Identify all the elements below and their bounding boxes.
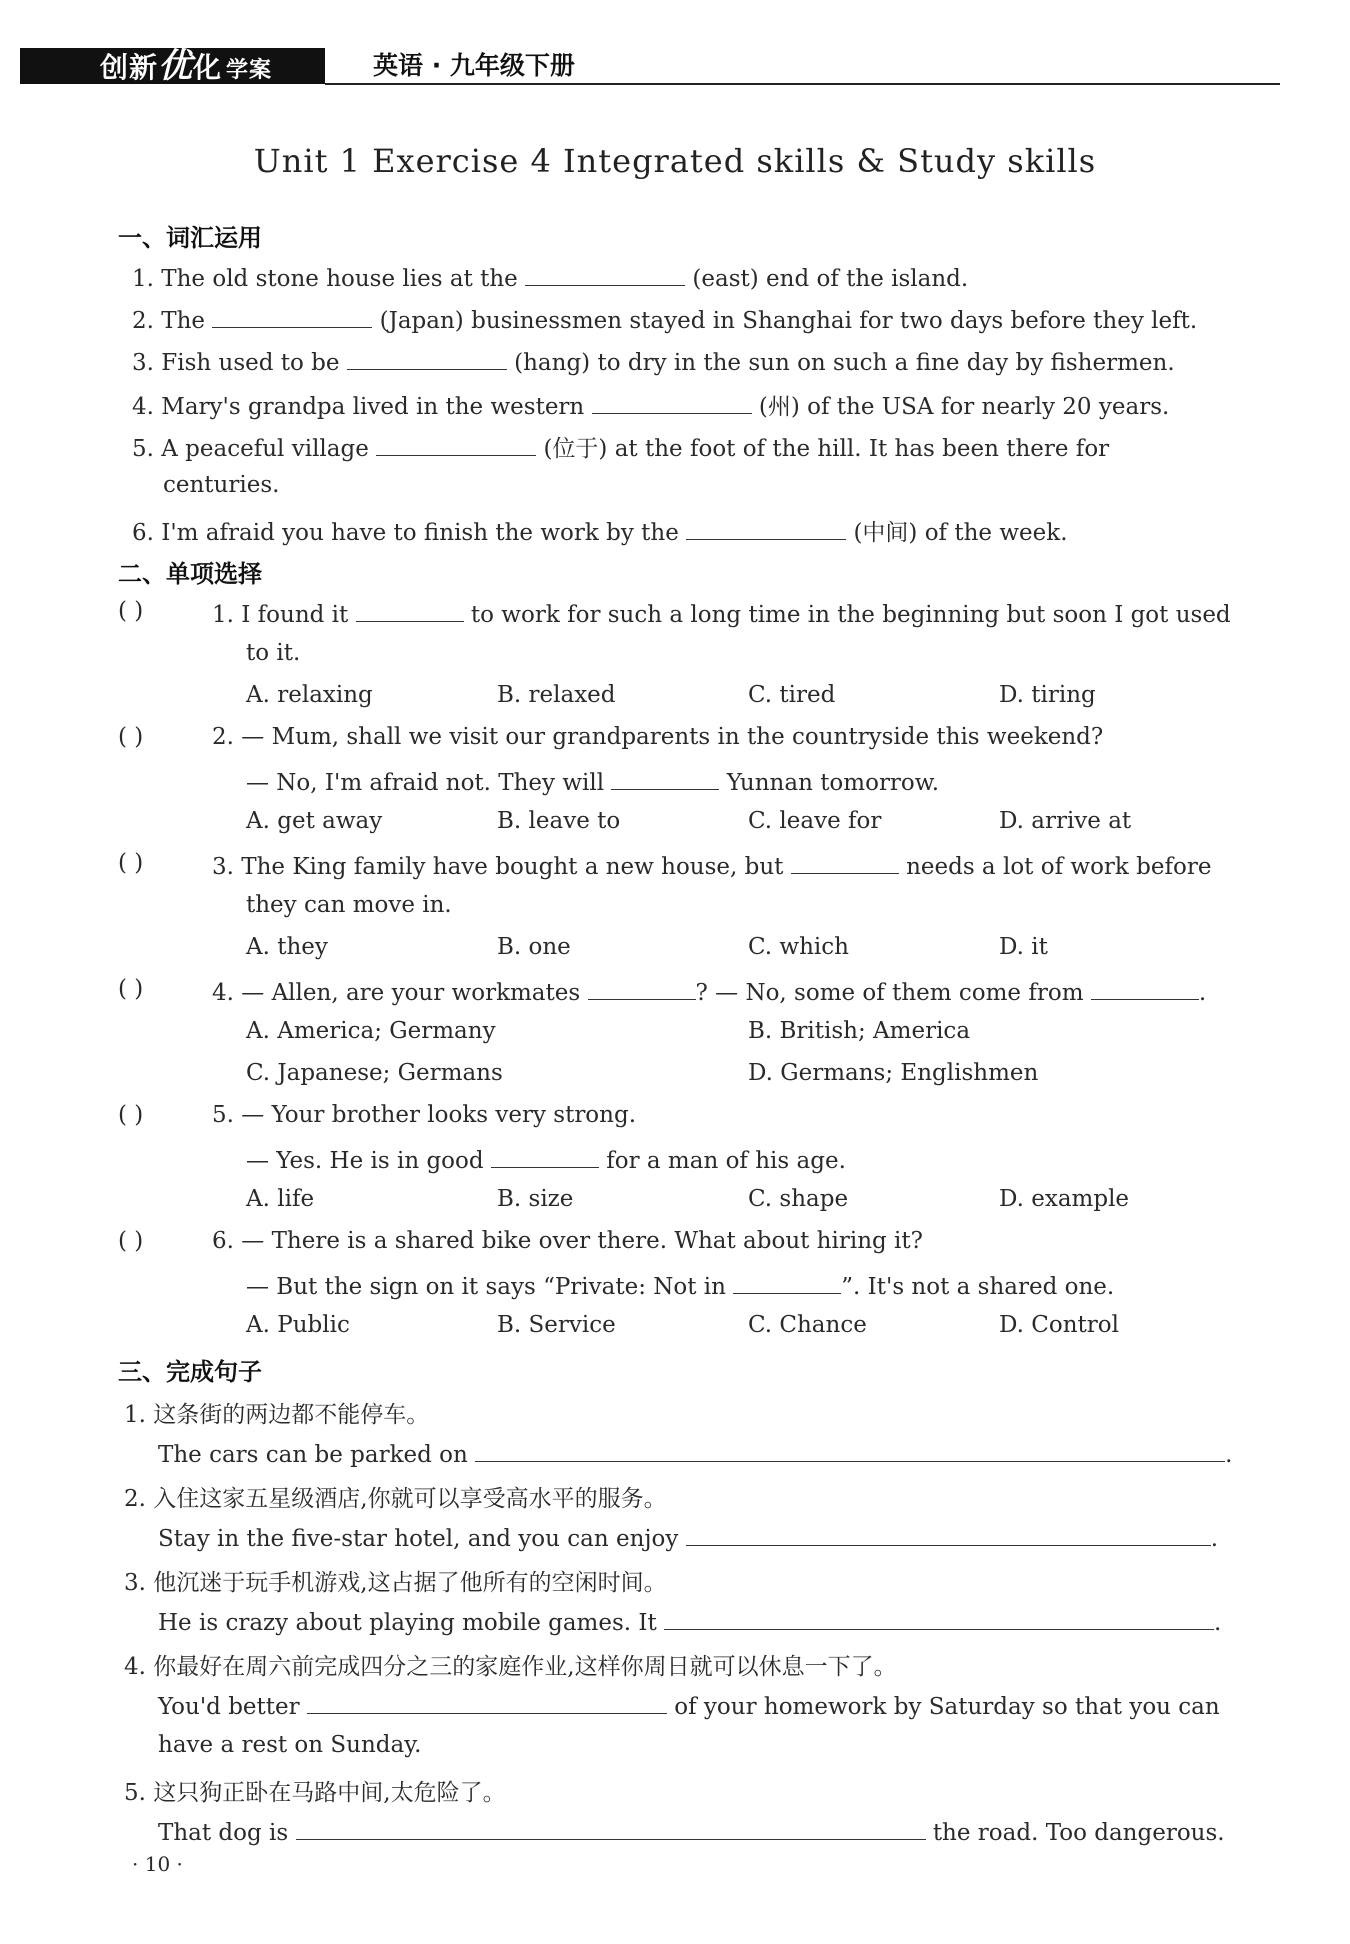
option-c: C. Japanese; Germans xyxy=(246,1060,503,1086)
vocab-item: 3. Fish used to be (hang) to dry in the sun on such a fine day by fishermen. xyxy=(132,346,1175,376)
option-c: C. Chance xyxy=(748,1312,867,1338)
answer-bracket: ( ) xyxy=(118,976,144,1002)
option-d: D. example xyxy=(999,1186,1130,1212)
option-c: C. which xyxy=(748,934,849,960)
sentence-line: Stay in the five-star hotel, and you can enjoy . xyxy=(158,1522,1218,1552)
vocab-item-continuation: centuries. xyxy=(163,472,280,498)
vocab-item: 1. The old stone house lies at the (east) end of the island. xyxy=(132,262,968,292)
option-c: C. shape xyxy=(748,1186,849,1212)
answer-bracket: ( ) xyxy=(118,724,144,750)
option-c: C. leave for xyxy=(748,808,882,834)
chinese-prompt: 5. 这只狗正卧在马路中间,太危险了。 xyxy=(124,1780,506,1806)
chinese-prompt: 1. 这条街的两边都不能停车。 xyxy=(124,1402,430,1428)
chinese-prompt: 2. 入住这家五星级酒店,你就可以享受高水平的服务。 xyxy=(124,1486,667,1512)
subject-label: 英语 · 九年级下册 xyxy=(373,51,575,80)
sentence-line: The cars can be parked on . xyxy=(158,1438,1232,1468)
question-line: 3. The King family have bought a new house, but needs a lot of work before xyxy=(212,850,1211,880)
option-d: D. arrive at xyxy=(999,808,1132,834)
chinese-prompt: 4. 你最好在周六前完成四分之三的家庭作业,这样你周日就可以休息一下了。 xyxy=(124,1654,897,1680)
section-heading: 三、完成句子 xyxy=(118,1358,262,1386)
option-a: A. life xyxy=(246,1186,315,1212)
chinese-prompt: 3. 他沉迷于玩手机游戏,这占据了他所有的空闲时间。 xyxy=(124,1570,667,1596)
option-c: C. tired xyxy=(748,682,836,708)
option-d: D. tiring xyxy=(999,682,1096,708)
question-line: — But the sign on it says “Private: Not in ”. It's not a shared one. xyxy=(246,1270,1114,1300)
option-b: B. Service xyxy=(497,1312,616,1338)
header-rule xyxy=(325,83,1280,85)
section-heading: 一、词汇运用 xyxy=(118,224,262,252)
option-b: B. relaxed xyxy=(497,682,616,708)
question-line: to it. xyxy=(246,640,301,666)
brand-logo: 创新优化 学案 xyxy=(20,48,325,84)
option-d: D. Germans; Englishmen xyxy=(748,1060,1039,1086)
sentence-line: That dog is the road. Too dangerous. xyxy=(158,1816,1225,1846)
option-b: B. leave to xyxy=(497,808,621,834)
sentence-line: You'd better of your homework by Saturday so that you can xyxy=(158,1690,1220,1720)
sentence-line: He is crazy about playing mobile games. It . xyxy=(158,1606,1221,1636)
page-title: Unit 1 Exercise 4 Integrated skills & Study skills xyxy=(253,142,1097,180)
option-d: D. Control xyxy=(999,1312,1119,1338)
vocab-item: 5. A peaceful village (位于) at the foot of the hill. It has been there for xyxy=(132,430,1109,463)
vocab-item: 4. Mary's grandpa lived in the western (州) of the USA for nearly 20 years. xyxy=(132,388,1169,421)
option-a: A. America; Germany xyxy=(246,1018,496,1044)
question-line: 1. I found it to work for such a long time in the beginning but soon I got used xyxy=(212,598,1231,628)
option-a: A. they xyxy=(246,934,328,960)
option-b: B. size xyxy=(497,1186,574,1212)
question-line: 4. — Allen, are your workmates ? — No, some of them come from . xyxy=(212,976,1206,1006)
question-line: — Yes. He is in good for a man of his age. xyxy=(246,1144,846,1174)
sentence-line-continuation: have a rest on Sunday. xyxy=(158,1732,422,1758)
vocab-item: 2. The (Japan) businessmen stayed in Shanghai for two days before they left. xyxy=(132,304,1197,334)
option-d: D. it xyxy=(999,934,1048,960)
answer-bracket: ( ) xyxy=(118,598,144,624)
answer-bracket: ( ) xyxy=(118,1228,144,1254)
answer-bracket: ( ) xyxy=(118,850,144,876)
question-line: 2. — Mum, shall we visit our grandparents in the countryside this weekend? xyxy=(212,724,1104,750)
question-line: they can move in. xyxy=(246,892,452,918)
option-b: B. one xyxy=(497,934,571,960)
option-a: A. relaxing xyxy=(246,682,373,708)
option-a: A. Public xyxy=(246,1312,350,1338)
option-a: A. get away xyxy=(246,808,383,834)
question-line: — No, I'm afraid not. They will Yunnan tomorrow. xyxy=(246,766,939,796)
section-heading: 二、单项选择 xyxy=(118,560,262,588)
vocab-item: 6. I'm afraid you have to finish the work by the (中间) of the week. xyxy=(132,514,1068,547)
answer-bracket: ( ) xyxy=(118,1102,144,1128)
page-number: · 10 · xyxy=(132,1852,183,1876)
question-line: 5. — Your brother looks very strong. xyxy=(212,1102,637,1128)
page-header xyxy=(20,44,1280,88)
question-line: 6. — There is a shared bike over there. What about hiring it? xyxy=(212,1228,923,1254)
option-b: B. British; America xyxy=(748,1018,971,1044)
